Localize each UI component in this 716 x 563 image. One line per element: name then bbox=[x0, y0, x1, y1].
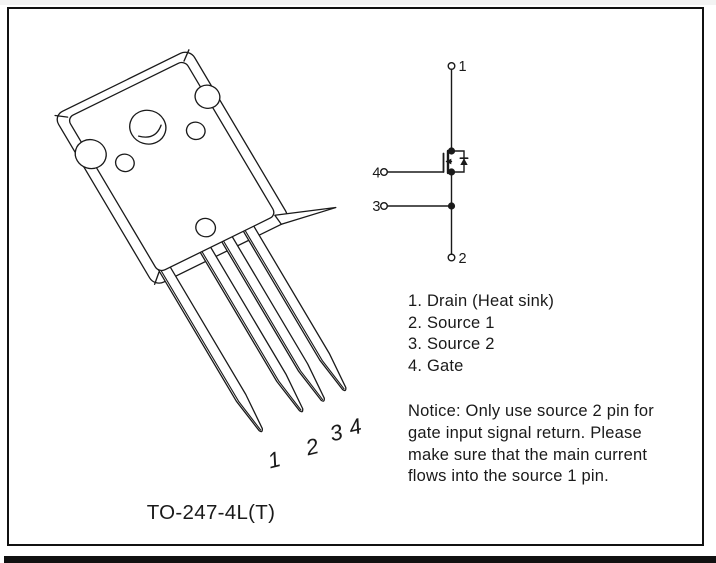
schematic-pin-label-4: 4 bbox=[372, 165, 381, 182]
notice-line: Notice: Only use source 2 pin for bbox=[408, 402, 654, 420]
schematic-pin-label-1: 1 bbox=[458, 59, 467, 75]
pin2-terminal-circle bbox=[448, 254, 455, 261]
package-3d-drawing bbox=[51, 29, 422, 440]
package-pin-label-2: 2 bbox=[303, 433, 322, 461]
mosfet-schematic bbox=[381, 63, 468, 261]
pin1-terminal-circle bbox=[448, 63, 455, 70]
pin3-terminal-circle bbox=[381, 203, 388, 210]
package-pin-label-3: 3 bbox=[327, 419, 346, 447]
pin-function-item: 2. Source 1 bbox=[408, 313, 495, 332]
package-name-label: TO-247-4L(T) bbox=[146, 501, 276, 524]
diode-triangle bbox=[460, 158, 467, 165]
source2-dot bbox=[448, 202, 455, 209]
notice-line: flows into the source 1 pin. bbox=[408, 467, 609, 486]
schematic-pin-label-3: 3 bbox=[372, 199, 381, 215]
package-pin-labels bbox=[265, 413, 364, 473]
pin-function-item: 1. Drain (Heat sink) bbox=[408, 292, 555, 310]
package-pin-label-4: 4 bbox=[346, 413, 365, 441]
notice-line: gate input signal return. Please bbox=[408, 423, 642, 442]
notice-text bbox=[408, 401, 654, 488]
diode-loop bbox=[452, 151, 465, 172]
schematic-pin-label-2: 2 bbox=[458, 251, 467, 267]
package-pin-2 bbox=[196, 240, 307, 414]
source-dot bbox=[448, 168, 455, 175]
pin-function-list bbox=[408, 291, 554, 378]
pin-function-item: 4. Gate bbox=[408, 357, 464, 376]
notice-line: make sure that the main current bbox=[408, 445, 648, 464]
pin4-terminal-circle bbox=[381, 169, 388, 176]
drain-dot bbox=[448, 147, 455, 154]
body-diode bbox=[452, 151, 468, 172]
pin-function-item: 3. Source 2 bbox=[408, 335, 495, 354]
schematic-pin-labels bbox=[372, 59, 466, 267]
package-pin-label-1: 1 bbox=[265, 446, 284, 474]
package-pin-4 bbox=[239, 219, 350, 393]
